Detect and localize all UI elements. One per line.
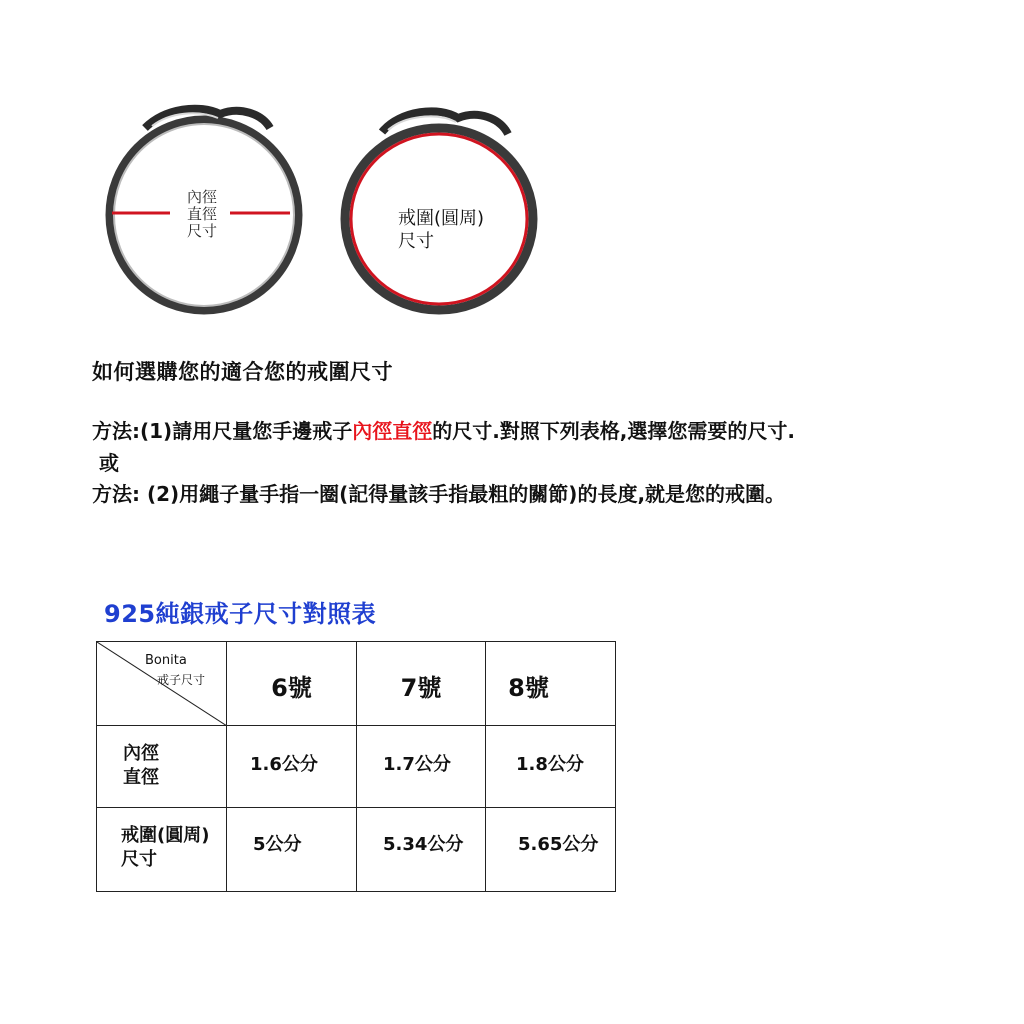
label-line: 內徑 [186, 188, 217, 206]
label-line: 尺寸 [398, 231, 434, 252]
ring-diagram [0, 0, 1024, 340]
row-label-line: 內徑 [123, 743, 159, 764]
row-label-line: 戒圍(圓周) [121, 825, 210, 846]
column-header-7 [357, 642, 486, 726]
row-label [97, 726, 226, 790]
table-cell [486, 726, 616, 808]
corner-brand: Bonita [145, 653, 187, 668]
page-heading: 如何選購您的適合您的戒圍尺寸 [92, 360, 393, 384]
label-line: 尺寸 [186, 222, 217, 240]
table-cell [227, 726, 357, 808]
table-cell [357, 808, 486, 892]
cell-value: 1.6公分 [250, 754, 318, 775]
column-header-label: 8號 [508, 674, 549, 702]
corner-cell [97, 642, 227, 726]
column-header-6 [227, 642, 357, 726]
method-2-text: 方法: (2)用繩子量手指一圈(記得量該手指最粗的關節)的長度,就是您的戒圍。 [92, 482, 786, 506]
table-row [97, 726, 616, 808]
size-table [96, 641, 616, 892]
or-text: 或 [99, 451, 119, 475]
column-header-label: 6號 [271, 674, 312, 702]
label-line: 直徑 [186, 205, 217, 223]
row-label-line: 直徑 [123, 767, 159, 788]
method-1-suffix: 的尺寸.對照下列表格,選擇您需要的尺寸. [432, 419, 795, 443]
label-line: 戒圍(圓周) [398, 208, 485, 229]
method-1-prefix: 方法:(1)請用尺量您手邊戒子 [92, 419, 353, 443]
row-label-cell [97, 808, 227, 892]
table-cell [357, 726, 486, 808]
cell-value: 5公分 [253, 834, 302, 855]
inner-diameter-label [180, 189, 224, 240]
circumference-label [398, 207, 484, 253]
table-cell [227, 808, 357, 892]
cell-value: 1.8公分 [516, 754, 584, 775]
table-title: 925純銀戒子尺寸對照表 [104, 600, 377, 628]
row-label-cell [97, 726, 227, 808]
row-label [97, 808, 226, 872]
row-label-line: 尺寸 [121, 849, 157, 870]
table-cell [486, 808, 616, 892]
cell-value: 5.34公分 [383, 834, 464, 855]
column-header-8 [486, 642, 616, 726]
cell-value: 5.65公分 [518, 834, 599, 855]
corner-label: 戒子尺寸 [157, 673, 206, 687]
method-1-text [92, 418, 795, 444]
table-header-row [97, 642, 616, 726]
cell-value: 1.7公分 [383, 754, 451, 775]
column-header-label: 7號 [400, 674, 442, 702]
table-row [97, 808, 616, 892]
method-1-highlight: 內徑直徑 [352, 419, 433, 443]
